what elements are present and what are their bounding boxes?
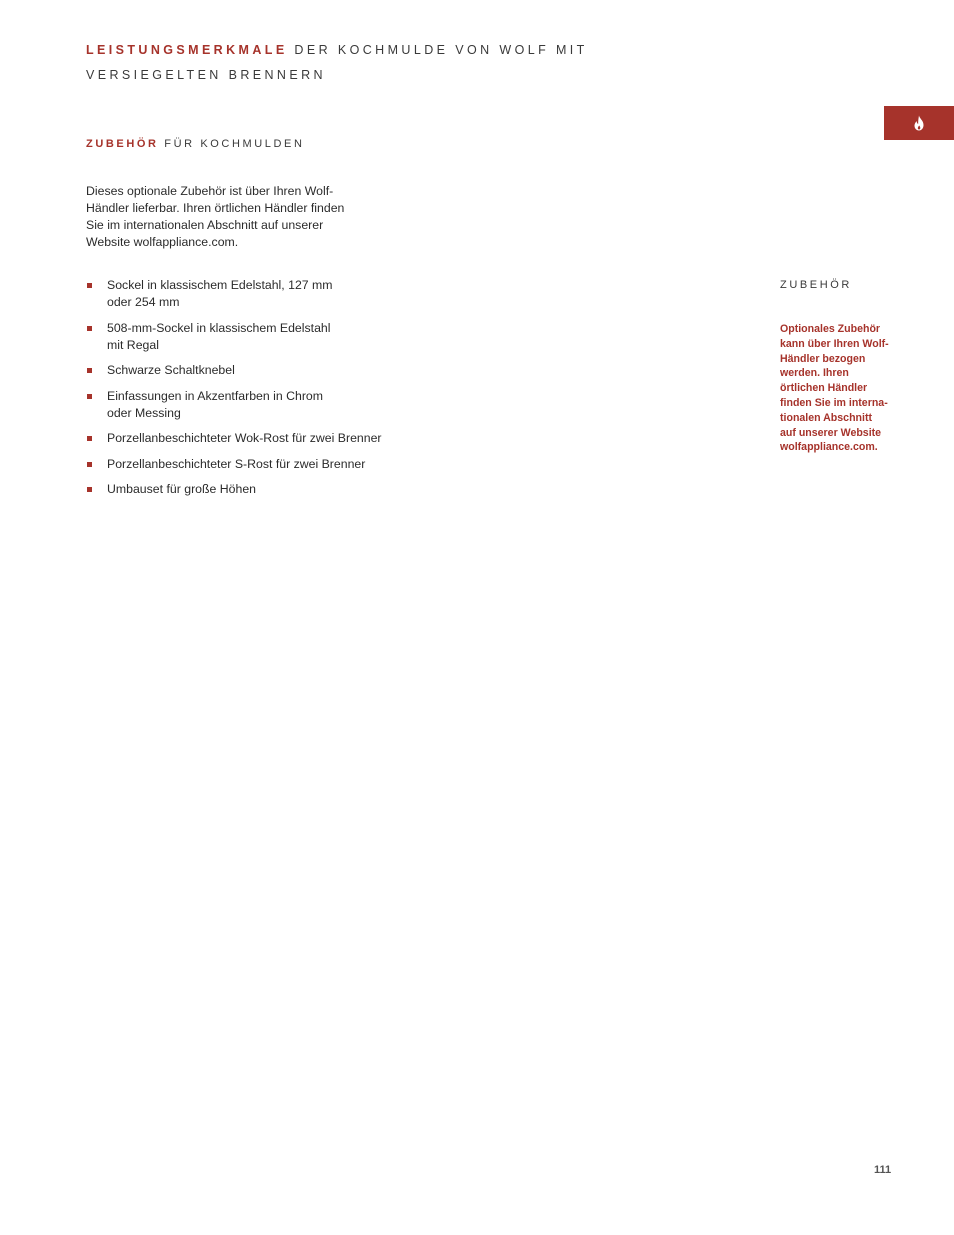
- bullet-square-icon: [87, 394, 92, 399]
- intro-line: Händler lieferbar. Ihren örtlichen Händler finden: [86, 201, 345, 215]
- flame-icon: [912, 115, 926, 131]
- list-item: [86, 481, 426, 498]
- header-accent-word: LEISTUNGSMERKMALE: [86, 43, 288, 57]
- page-header: [86, 38, 686, 88]
- sidebar-note-line: Händler bezogen: [780, 352, 866, 365]
- sidebar-note-line: wolfappliance.com.: [780, 441, 878, 454]
- list-item: [86, 430, 426, 447]
- list-item-line: Sockel in klassischem Edelstahl, 127 mm: [107, 278, 333, 292]
- list-item-line: oder Messing: [107, 405, 181, 420]
- intro-line: Website wolfappliance.com.: [86, 235, 239, 249]
- bullet-square-icon: [87, 462, 92, 467]
- bullet-square-icon: [87, 487, 92, 492]
- list-item: [86, 388, 426, 422]
- sidebar-note-line: tionalen Abschnitt: [780, 411, 873, 424]
- accessory-list: [86, 277, 426, 507]
- list-item-line: Einfassungen in Akzentfarben in Chrom: [107, 388, 324, 403]
- list-item-line: Umbauset für große Höhen: [107, 482, 257, 496]
- header-line-1-rest: DER KOCHMULDE VON WOLF MIT: [287, 43, 588, 57]
- list-item: [86, 320, 426, 354]
- header-line-1: [86, 38, 686, 63]
- list-item-line: 508-mm-Sockel in klassischem Edelstahl: [107, 320, 331, 335]
- list-item: [86, 362, 426, 379]
- list-item-line: oder 254 mm: [107, 295, 180, 309]
- intro-line: Dieses optionale Zubehör ist über Ihren Wolf-: [86, 184, 334, 198]
- list-item-line: Porzellanbeschichteter S-Rost für zwei Brenner: [107, 456, 366, 471]
- intro-line: Sie im internationalen Abschnitt auf unserer: [86, 218, 324, 232]
- bullet-square-icon: [87, 283, 92, 288]
- section-tab[interactable]: [884, 106, 954, 140]
- sidebar-note-line: finden Sie im interna-: [780, 396, 888, 409]
- bullet-square-icon: [87, 326, 92, 331]
- section-heading-rest: FÜR KOCHMULDEN: [158, 138, 305, 150]
- bullet-square-icon: [87, 368, 92, 373]
- list-item-line: mit Regal: [107, 337, 159, 352]
- list-item-line: Schwarze Schaltknebel: [107, 363, 235, 377]
- header-line-2: VERSIEGELTEN BRENNERN: [86, 68, 326, 82]
- sidebar-note-line: Optionales Zubehör: [780, 323, 881, 335]
- section-heading-accent: ZUBEHÖR: [86, 138, 159, 150]
- page-number: 111: [874, 1164, 892, 1176]
- intro-paragraph: [86, 183, 386, 251]
- list-item: [86, 277, 426, 311]
- sidebar-note-line: örtlichen Händler: [780, 382, 868, 395]
- list-item: [86, 456, 426, 473]
- section-heading: [86, 138, 305, 150]
- sidebar-note: [780, 322, 910, 455]
- sidebar-note-line: auf unserer Website: [780, 426, 882, 439]
- list-item-line: Porzellanbeschichteter Wok-Rost für zwei Brenner: [107, 431, 382, 445]
- sidebar-title: ZUBEHÖR: [780, 279, 852, 291]
- sidebar-note-line: werden. Ihren: [780, 367, 849, 380]
- bullet-square-icon: [87, 436, 92, 441]
- sidebar-note-line: kann über Ihren Wolf-: [780, 337, 889, 350]
